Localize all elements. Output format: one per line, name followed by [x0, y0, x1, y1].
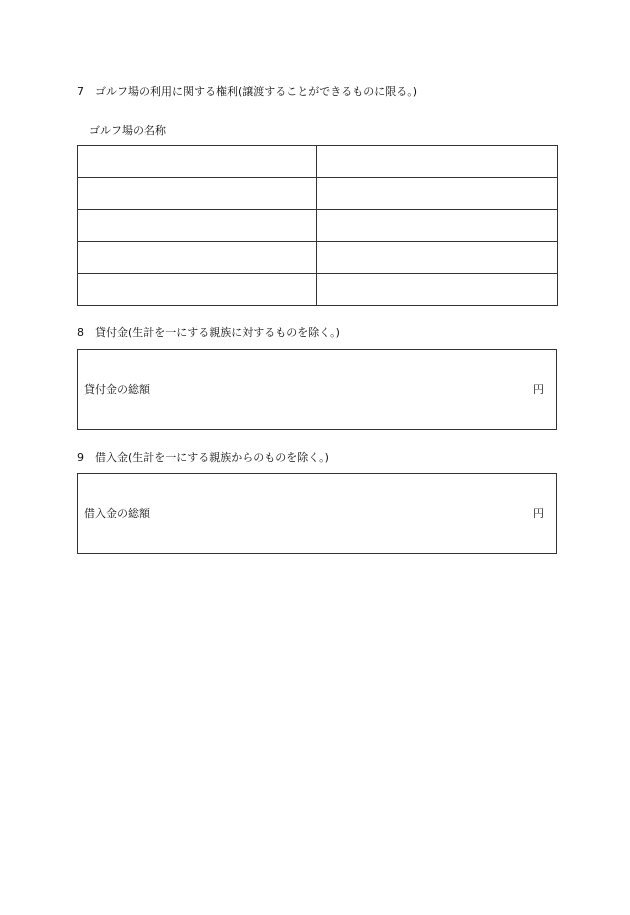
table-cell[interactable]	[317, 242, 558, 274]
table-cell[interactable]	[317, 178, 558, 210]
table-cell[interactable]	[78, 210, 317, 242]
borrowing-total-unit: 円	[533, 507, 544, 520]
borrowing-total-label: 借入金の総額	[84, 507, 150, 520]
golf-course-name-label: ゴルフ場の名称	[89, 124, 166, 137]
table-row	[78, 242, 558, 274]
table-cell[interactable]	[78, 274, 317, 306]
table-cell[interactable]	[78, 146, 317, 178]
table-row	[78, 210, 558, 242]
loan-total-label: 貸付金の総額	[84, 383, 150, 396]
borrowing-total-box[interactable]	[77, 473, 557, 554]
table-row	[78, 146, 558, 178]
section-7-title: ゴルフ場の利用に関する権利(譲渡することができるものに限る。)	[95, 85, 418, 98]
loan-total-unit: 円	[533, 383, 544, 396]
table-cell[interactable]	[78, 242, 317, 274]
table-row	[78, 274, 558, 306]
section-9-heading	[77, 451, 329, 465]
section-8-number: 8	[77, 326, 84, 339]
table-cell[interactable]	[78, 178, 317, 210]
table-cell[interactable]	[317, 274, 558, 306]
golf-course-table	[77, 145, 558, 306]
table-cell[interactable]	[317, 146, 558, 178]
section-8-title: 貸付金(生計を一にする親族に対するものを除く。)	[95, 326, 340, 339]
section-8-heading	[77, 326, 340, 340]
section-9-title: 借入金(生計を一にする親族からのものを除く。)	[95, 451, 329, 464]
section-7-number: 7	[77, 85, 84, 98]
loan-total-box[interactable]	[77, 349, 557, 430]
section-9-number: 9	[77, 451, 84, 464]
section-7-heading	[77, 85, 417, 99]
table-row	[78, 178, 558, 210]
table-cell[interactable]	[317, 210, 558, 242]
